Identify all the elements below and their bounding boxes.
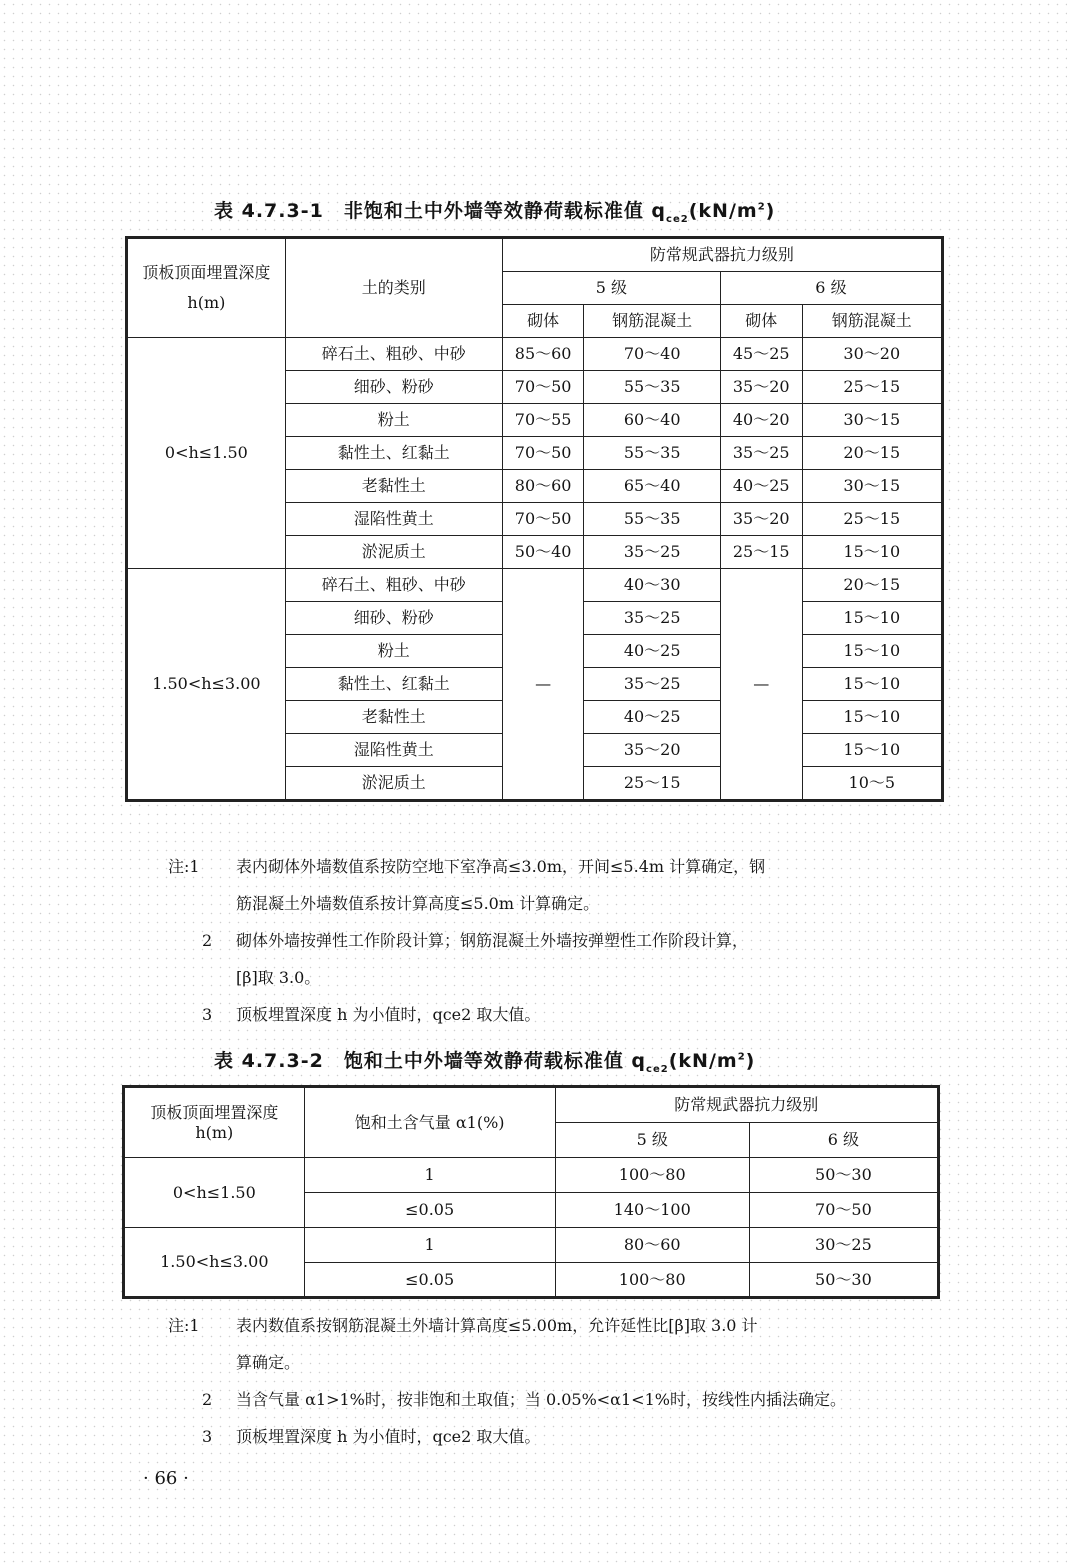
masonry-5-dash: — <box>502 569 584 801</box>
value-cell: 35～20 <box>720 371 802 404</box>
value-cell: 40～20 <box>720 404 802 437</box>
value-cell: 40～25 <box>720 470 802 503</box>
value-cell: 60～40 <box>584 404 720 437</box>
value-cell: 140～100 <box>555 1193 749 1228</box>
note-label: 注:1 <box>168 1316 200 1335</box>
note-text: [β]取 3.0。 <box>236 968 321 987</box>
value-cell: 20～15 <box>802 569 942 602</box>
header-depth: 顶板顶面埋置深度 h(m) <box>124 1087 305 1158</box>
note-text: 顶板埋置深度 h 为小值时，qce2 取大值。 <box>236 1427 541 1446</box>
value-cell: 35～25 <box>584 536 720 569</box>
table2-caption: 表 4.7.3-2 饱和土中外墙等效静荷载标准值 $q_{ce2}(kN/m^2)$ <box>214 1050 756 1075</box>
value-cell: 35～20 <box>584 734 720 767</box>
header-grade-group: 防常规武器抗力级别 <box>502 238 942 272</box>
value-cell: 55～35 <box>584 503 720 536</box>
value-cell: 35～20 <box>720 503 802 536</box>
value-cell: 70～50 <box>502 503 584 536</box>
air-cell: ≤0.05 <box>304 1193 555 1228</box>
value-cell: 30～15 <box>802 470 942 503</box>
header-masonry-6: 砌体 <box>720 305 802 338</box>
soil-cell: 细砂、粉砂 <box>285 371 502 404</box>
value-cell: 35～25 <box>584 602 720 635</box>
table1-notes <box>168 848 765 1033</box>
note-number: 2 <box>202 931 213 950</box>
value-cell: 15～10 <box>802 668 942 701</box>
header-grade6: 6 级 <box>749 1123 938 1158</box>
value-cell: 40～25 <box>584 701 720 734</box>
soil-cell: 碎石土、粗砂、中砂 <box>285 338 502 371</box>
table-row <box>127 338 943 371</box>
air-cell: 1 <box>304 1228 555 1263</box>
header-rc-5: 钢筋混凝土 <box>584 305 720 338</box>
value-cell: 25～15 <box>802 371 942 404</box>
depth-group-1: 0<h≤1.50 <box>127 338 286 569</box>
header-grade6: 6 级 <box>720 272 942 305</box>
value-cell: 15～10 <box>802 701 942 734</box>
value-cell: 80～60 <box>502 470 584 503</box>
air-cell: 1 <box>304 1158 555 1193</box>
note-text: 砌体外墙按弹性工作阶段计算；钢筋混凝土外墙按弹塑性工作阶段计算， <box>236 931 749 950</box>
note-number: 3 <box>202 1427 213 1446</box>
header-grade5: 5 级 <box>502 272 720 305</box>
value-cell: 85～60 <box>502 338 584 371</box>
value-cell: 40～30 <box>584 569 720 602</box>
value-cell: 80～60 <box>555 1228 749 1263</box>
table1 <box>125 236 944 802</box>
header-air-content: 饱和土含气量 α1(%) <box>304 1087 555 1158</box>
table-row <box>124 1228 939 1263</box>
value-cell: 55～35 <box>584 437 720 470</box>
value-cell: 40～25 <box>584 635 720 668</box>
value-cell: 35～25 <box>720 437 802 470</box>
value-cell: 45～25 <box>720 338 802 371</box>
value-cell: 15～10 <box>802 602 942 635</box>
value-cell: 30～20 <box>802 338 942 371</box>
soil-cell: 湿陷性黄土 <box>285 734 502 767</box>
table-row <box>124 1158 939 1193</box>
soil-cell: 黏性土、红黏土 <box>285 437 502 470</box>
value-cell: 25～15 <box>802 503 942 536</box>
value-cell: 55～35 <box>584 371 720 404</box>
note-text: 表内数值系按钢筋混凝土外墙计算高度≤5.00m，允许延性比[β]取 3.0 计 <box>236 1316 758 1335</box>
soil-cell: 老黏性土 <box>285 470 502 503</box>
depth-group-2: 1.50<h≤3.00 <box>127 569 286 801</box>
soil-cell: 粉土 <box>285 404 502 437</box>
value-cell: 30～15 <box>802 404 942 437</box>
value-cell: 100～80 <box>555 1158 749 1193</box>
air-cell: ≤0.05 <box>304 1263 555 1298</box>
table2 <box>122 1085 940 1299</box>
note-text: 当含气量 α1>1%时，按非饱和土取值；当 0.05%<α1<1%时，按线性内插法确定。 <box>236 1390 846 1409</box>
table-row <box>127 569 943 602</box>
value-cell: 50～30 <box>749 1158 938 1193</box>
note-text: 筋混凝土外墙数值系按计算高度≤5.0m 计算确定。 <box>236 894 600 913</box>
soil-cell: 淤泥质土 <box>285 536 502 569</box>
header-masonry-5: 砌体 <box>502 305 584 338</box>
value-cell: 15～10 <box>802 734 942 767</box>
value-cell: 20～15 <box>802 437 942 470</box>
value-cell: 70～50 <box>502 437 584 470</box>
note-number: 3 <box>202 1005 213 1024</box>
value-cell: 70～40 <box>584 338 720 371</box>
value-cell: 70～50 <box>502 371 584 404</box>
note-label: 注:1 <box>168 857 200 876</box>
value-cell: 65～40 <box>584 470 720 503</box>
header-soil: 土的类别 <box>285 238 502 338</box>
value-cell: 30～25 <box>749 1228 938 1263</box>
value-cell: 10～5 <box>802 767 942 801</box>
depth-group-1: 0<h≤1.50 <box>124 1158 305 1228</box>
header-depth: 顶板顶面埋置深度 h(m) <box>127 238 286 338</box>
page-number: · 66 · <box>143 1468 189 1489</box>
value-cell: 25～15 <box>720 536 802 569</box>
value-cell: 70～55 <box>502 404 584 437</box>
note-text: 顶板埋置深度 h 为小值时，qce2 取大值。 <box>236 1005 541 1024</box>
soil-cell: 粉土 <box>285 635 502 668</box>
table2-notes <box>168 1307 846 1455</box>
table1-caption: 表 4.7.3-1 非饱和土中外墙等效静荷载标准值 $q_{ce2}(kN/m^2)$ <box>214 200 776 225</box>
value-cell: 15～10 <box>802 635 942 668</box>
note-number: 2 <box>202 1390 213 1409</box>
value-cell: 70～50 <box>749 1193 938 1228</box>
depth-group-2: 1.50<h≤3.00 <box>124 1228 305 1298</box>
soil-cell: 细砂、粉砂 <box>285 602 502 635</box>
soil-cell: 老黏性土 <box>285 701 502 734</box>
note-text: 表内砌体外墙数值系按防空地下室净高≤3.0m，开间≤5.4m 计算确定，钢 <box>236 857 766 876</box>
value-cell: 50～30 <box>749 1263 938 1298</box>
masonry-6-dash: — <box>720 569 802 801</box>
value-cell: 50～40 <box>502 536 584 569</box>
value-cell: 15～10 <box>802 536 942 569</box>
soil-cell: 碎石土、粗砂、中砂 <box>285 569 502 602</box>
note-text: 算确定。 <box>236 1353 301 1372</box>
value-cell: 100～80 <box>555 1263 749 1298</box>
header-rc-6: 钢筋混凝土 <box>802 305 942 338</box>
value-cell: 35～25 <box>584 668 720 701</box>
soil-cell: 黏性土、红黏土 <box>285 668 502 701</box>
soil-cell: 淤泥质土 <box>285 767 502 801</box>
header-grade-group: 防常规武器抗力级别 <box>555 1087 938 1123</box>
value-cell: 25～15 <box>584 767 720 801</box>
header-grade5: 5 级 <box>555 1123 749 1158</box>
soil-cell: 湿陷性黄土 <box>285 503 502 536</box>
